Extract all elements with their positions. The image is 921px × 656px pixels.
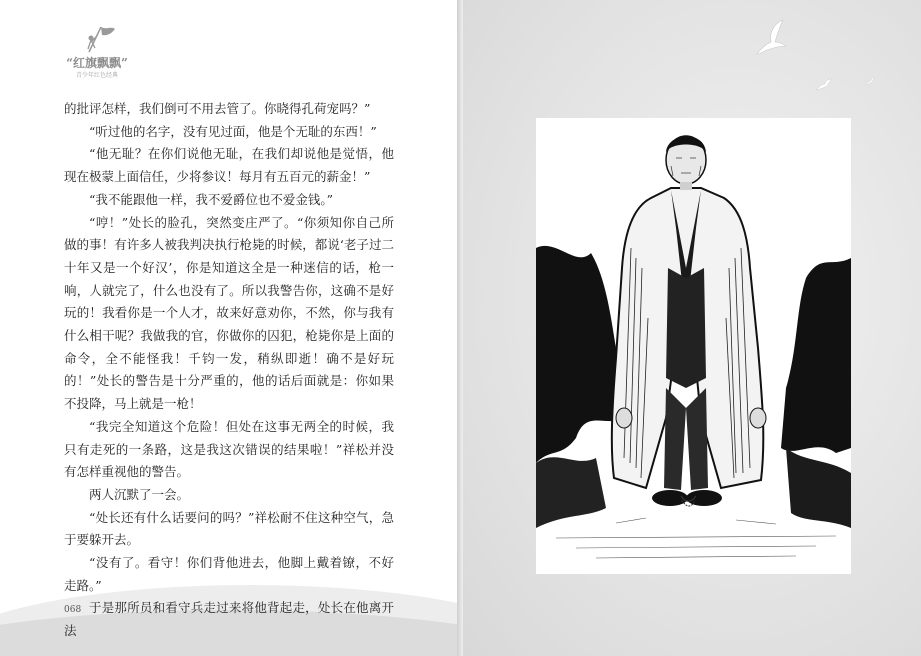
illustration	[536, 118, 851, 574]
left-page	[0, 0, 457, 656]
paragraph: “我不能跟他一样，我不爱爵位也不爱金钱。”	[89, 191, 334, 207]
paragraph: “他无耻？在你们说他无耻，在我们却说他是觉悟，他现在极蒙上面信任，少将参议！每月有五百元的薪金！”	[64, 146, 394, 185]
dove-icon	[753, 18, 787, 58]
logo-title: “红旗飘飘”	[66, 56, 128, 70]
series-logo	[62, 24, 132, 82]
paragraph: “我完全知道这个危险！但处在这事无两全的时候，我只有走死的一条路，这是我这次错误的结果啦！”祥松并没有怎样重视他的警告。	[64, 418, 394, 480]
paragraph: 于是那所员和看守兵走过来将他背起走，处长在他离开法	[64, 600, 394, 639]
flag-icon	[77, 24, 117, 54]
dove-icon	[815, 78, 833, 92]
ink-drawing-prisoner	[536, 118, 851, 574]
paragraph: “没有了。看守！你们背他进去，他脚上戴着镣，不好走路。”	[64, 555, 394, 593]
paragraph: “处长还有什么话要问的吗？”祥松耐不住这种空气，急于要躲开去。	[64, 509, 394, 548]
paragraph: 的批评怎样，我们倒可不用去管了。你晓得孔荷宠吗？”	[64, 101, 371, 116]
dove-icon	[865, 76, 875, 86]
paragraph: “听过他的名字，没有见过面，他是个无耻的东西！”	[89, 123, 377, 139]
body-text	[64, 98, 394, 643]
page-number: 068	[64, 605, 82, 615]
logo-subtitle: 青少年红色经典	[75, 72, 118, 79]
paragraph: 两人沉默了一会。	[89, 486, 190, 502]
paragraph: “哼！”处长的脸孔，突然变庄严了。“你须知你自己所做的事！有许多人被我判决执行枪毙的时候，都说‘老子过二十年又是一个好汉’，你是知道这全是一种迷信的话，枪一响，人就完了，什么也没有了。所以我警告你，这确不是好玩的！我看你是一个人才，故来好意劝你，不然，你与我有什么相干呢？我做我的官，你做你的囚犯，枪毙你是上面的命令，全不能怪我！千钧一发，稍纵即逝！确不是好玩的！”处长的警告是十分严重的，他的话后面就是：你如果不投降，马上就是一枪！	[64, 214, 394, 412]
